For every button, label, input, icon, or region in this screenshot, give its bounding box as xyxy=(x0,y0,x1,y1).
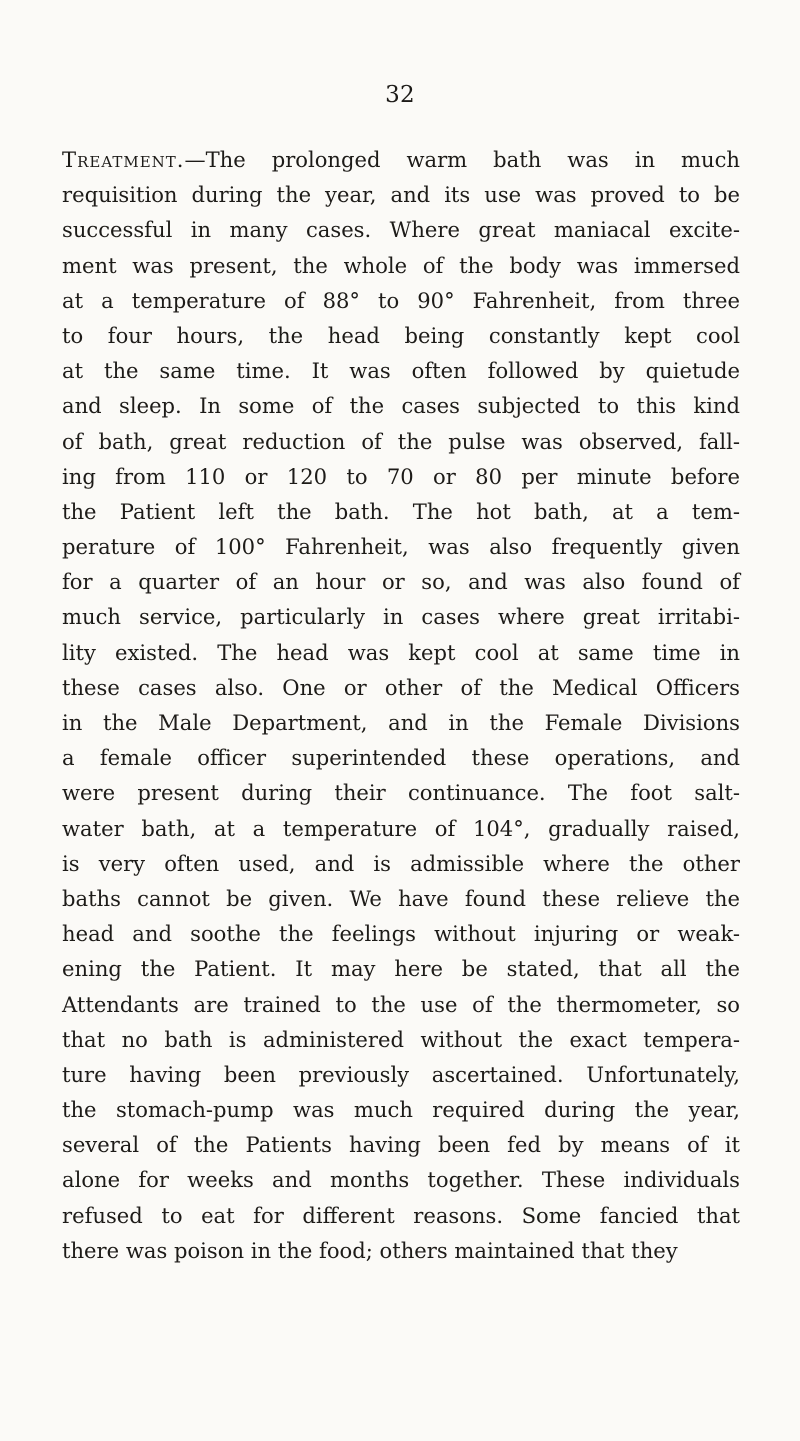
text-line: at a temperature of 88° to 90° Fahrenheit, from three xyxy=(62,287,740,313)
text-line: head and soothe the feelings without injuring or weak- xyxy=(62,921,740,947)
text-line: baths cannot be given. We have found these relieve the xyxy=(62,885,740,911)
section-heading: Treatment. xyxy=(62,147,185,172)
text-line: successful in many cases. Where great maniacal excite- xyxy=(62,217,740,243)
text-line: requisition during the year, and its use was proved to be xyxy=(62,182,740,208)
text-line: in the Male Department, and in the Female Divisions xyxy=(62,710,740,735)
text-line-content: —The prolonged warm bath was in much xyxy=(184,147,740,172)
text-line: alone for weeks and months together. These individuals xyxy=(62,1167,740,1193)
text-line xyxy=(62,142,740,177)
text-line: water bath, at a temperature of 104°, gradually raised, xyxy=(62,815,740,841)
text-line: and sleep. In some of the cases subjected to this kind xyxy=(62,393,740,419)
text-line: a female officer superintended these operations, and xyxy=(62,745,740,771)
text-line: refused to eat for different reasons. Some fancied that xyxy=(62,1202,740,1228)
text-line: these cases also. One or other of the Medical Officers xyxy=(62,674,740,700)
text-line: ing from 110 or 120 to 70 or 80 per minute before xyxy=(62,463,740,489)
text-line: the stomach-pump was much required during the year, xyxy=(62,1097,740,1123)
text-line: Attendants are trained to the use of the thermometer, so xyxy=(62,991,740,1017)
text-line: were present during their continuance. The foot salt- xyxy=(62,780,740,806)
text-line: ment was present, the whole of the body was immersed xyxy=(62,252,740,278)
text-line: ture having been previously ascertained. Unfortunately, xyxy=(62,1061,740,1087)
text-line: at the same time. It was often followed by quietude xyxy=(62,358,740,384)
text-line: of bath, great reduction of the pulse was observed, fall- xyxy=(62,428,740,454)
text-line: the Patient left the bath. The hot bath, at a tem- xyxy=(62,498,740,524)
text-line: several of the Patients having been fed by means of it xyxy=(62,1132,740,1158)
page-number: 32 xyxy=(385,82,415,108)
text-line: that no bath is administered without the exact tempera- xyxy=(62,1026,740,1052)
text-line: ening the Patient. It may here be stated, that all the xyxy=(62,956,740,982)
text-line: lity existed. The head was kept cool at same time in xyxy=(62,639,740,665)
text-line: much service, particularly in cases where great irritabi- xyxy=(62,604,740,630)
text-line: for a quarter of an hour or so, and was also found of xyxy=(62,569,740,595)
text-line: there was poison in the food; others maintained that they xyxy=(62,1237,678,1263)
text-line: perature of 100° Fahrenheit, was also frequently given xyxy=(62,534,740,560)
text-line: is very often used, and is admissible where the other xyxy=(62,850,740,876)
treatment-paragraph xyxy=(62,142,740,1268)
text-line: to four hours, the head being constantly kept cool xyxy=(62,322,740,348)
